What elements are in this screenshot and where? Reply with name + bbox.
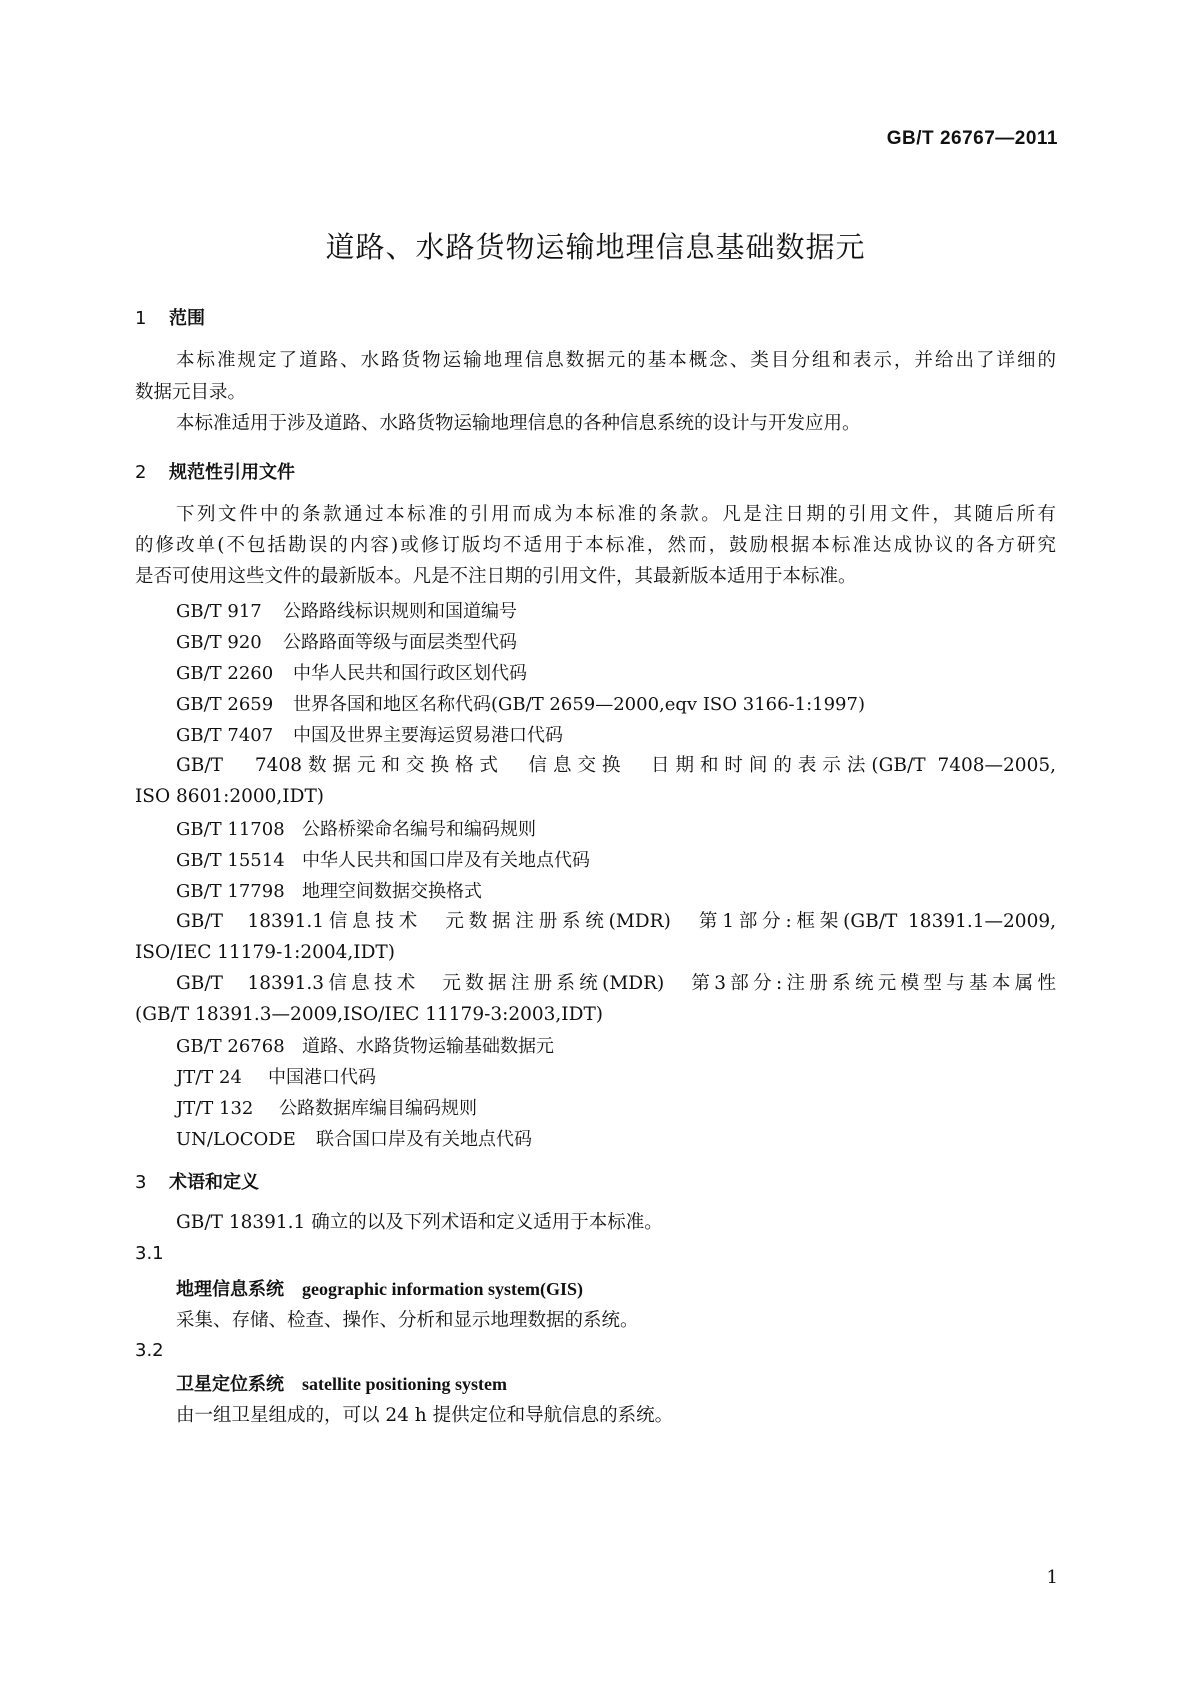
reference-item [176, 1094, 477, 1120]
reference-title: 中国港口代码 [268, 1067, 376, 1088]
reference-code: UN/LOCODE [176, 1129, 296, 1150]
reference-item [176, 659, 527, 685]
term-number: 3.2 [135, 1340, 164, 1361]
section-title: 范围 [169, 308, 205, 329]
reference-title: 公路路线标识规则和国道编号 [283, 601, 517, 622]
reference-title: 信息技术 元数据注册系统(MDR) 第3部分:注册系统元模型与基本属性 [324, 973, 1056, 994]
reference-item [176, 721, 563, 747]
section-1-heading [135, 304, 205, 330]
section-title: 术语和定义 [169, 1172, 259, 1193]
reference-code: GB/T 920 [176, 632, 262, 653]
reference-code: JT/T 132 [176, 1098, 254, 1119]
section-title: 规范性引用文件 [169, 462, 295, 483]
reference-title: 信息技术 元数据注册系统(MDR) 第1部分:框架(GB/T 18391.1—2009, [324, 911, 1056, 932]
reference-item [176, 877, 482, 903]
section-2-heading [135, 458, 295, 484]
reference-title: 公路桥梁命名编号和编码规则 [302, 819, 536, 840]
section-number: 3 [135, 1172, 147, 1193]
section-number: 2 [135, 462, 147, 483]
page-number: 1 [1046, 1567, 1058, 1588]
reference-code: GB/T 917 [176, 601, 262, 622]
reference-code: GB/T 26768 [176, 1036, 285, 1057]
reference-item [135, 967, 1056, 1000]
section-number: 1 [135, 308, 147, 329]
reference-code: GB/T 7407 [176, 725, 274, 746]
section-2-intro-line-2: 的修改单(不包括勘误的内容)或修订版均不适用于本标准，然而，鼓励根据本标准达成协议的各方研究 [135, 535, 1056, 556]
section-1-para-1-line-2: 数据元目录。 [135, 382, 247, 403]
reference-title: 地理空间数据交换格式 [302, 881, 482, 902]
reference-item [176, 597, 517, 623]
reference-code: JT/T 24 [176, 1067, 242, 1088]
reference-title: 数据元和交换格式 信息交换 日期和时间的表示法(GB/T 7408—2005, [302, 755, 1056, 776]
term-heading [176, 1275, 583, 1301]
term-en: satellite positioning system [302, 1374, 507, 1394]
reference-item [176, 628, 517, 654]
reference-code: GB/T 7408 [176, 755, 302, 776]
reference-item [176, 1063, 376, 1089]
section-3-heading [135, 1168, 259, 1194]
reference-item [176, 1032, 554, 1058]
reference-code: GB/T 2659 [176, 694, 274, 715]
reference-continuation: ISO 8601:2000,IDT) [135, 786, 325, 807]
term-zh: 卫星定位系统 [176, 1374, 284, 1395]
reference-item [135, 749, 1056, 782]
section-2-intro-line-3: 是否可使用这些文件的最新版本。凡是不注日期的引用文件，其最新版本适用于本标准。 [135, 566, 857, 587]
reference-title: 世界各国和地区名称代码(GB/T 2659—2000,eqv ISO 3166-1:1997) [293, 694, 865, 715]
term-number: 3.1 [135, 1243, 164, 1264]
section-2-intro-line-1: 下列文件中的条款通过本标准的引用而成为本标准的条款。凡是注日期的引用文件，其随后所有 [176, 504, 1056, 525]
reference-code: GB/T 17798 [176, 881, 285, 902]
reference-continuation: ISO/IEC 11179-1:2004,IDT) [135, 942, 395, 963]
term-definition: 采集、存储、检查、操作、分析和显示地理数据的系统。 [176, 1310, 639, 1331]
section-1-para-2: 本标准适用于涉及道路、水路货物运输地理信息的各种信息系统的设计与开发应用。 [176, 413, 861, 434]
reference-code: GB/T 18391.3 [176, 973, 324, 994]
reference-item [176, 1125, 532, 1151]
standard-number: GB/T 26767—2011 [886, 128, 1058, 149]
term-en: geographic information system(GIS) [302, 1279, 583, 1299]
term-heading [176, 1370, 507, 1396]
term-zh: 地理信息系统 [176, 1279, 284, 1300]
reference-code: GB/T 11708 [176, 819, 285, 840]
reference-code: GB/T 2260 [176, 663, 274, 684]
reference-code: GB/T 18391.1 [176, 911, 324, 932]
reference-title: 联合国口岸及有关地点代码 [316, 1129, 532, 1150]
document-title: 道路、水路货物运输地理信息基础数据元 [325, 230, 866, 264]
reference-title: 中华人民共和国口岸及有关地点代码 [302, 850, 590, 871]
term-definition: 由一组卫星组成的，可以 24 h 提供定位和导航信息的系统。 [176, 1405, 674, 1426]
reference-item [176, 846, 590, 872]
reference-title: 公路路面等级与面层类型代码 [283, 632, 517, 653]
reference-code: GB/T 15514 [176, 850, 285, 871]
reference-title: 中华人民共和国行政区划代码 [293, 663, 527, 684]
reference-continuation: (GB/T 18391.3—2009,ISO/IEC 11179-3:2003,IDT) [135, 1004, 604, 1025]
section-3-intro: GB/T 18391.1 确立的以及下列术语和定义适用于本标准。 [176, 1212, 663, 1233]
reference-title: 中国及世界主要海运贸易港口代码 [293, 725, 563, 746]
reference-item [176, 690, 865, 716]
section-1-para-1-line-1: 本标准规定了道路、水路货物运输地理信息数据元的基本概念、类目分组和表示，并给出了详细的 [176, 350, 1056, 371]
reference-title: 道路、水路货物运输基础数据元 [302, 1036, 554, 1057]
reference-item [176, 815, 536, 841]
reference-item [135, 905, 1056, 938]
reference-title: 公路数据库编目编码规则 [279, 1098, 477, 1119]
